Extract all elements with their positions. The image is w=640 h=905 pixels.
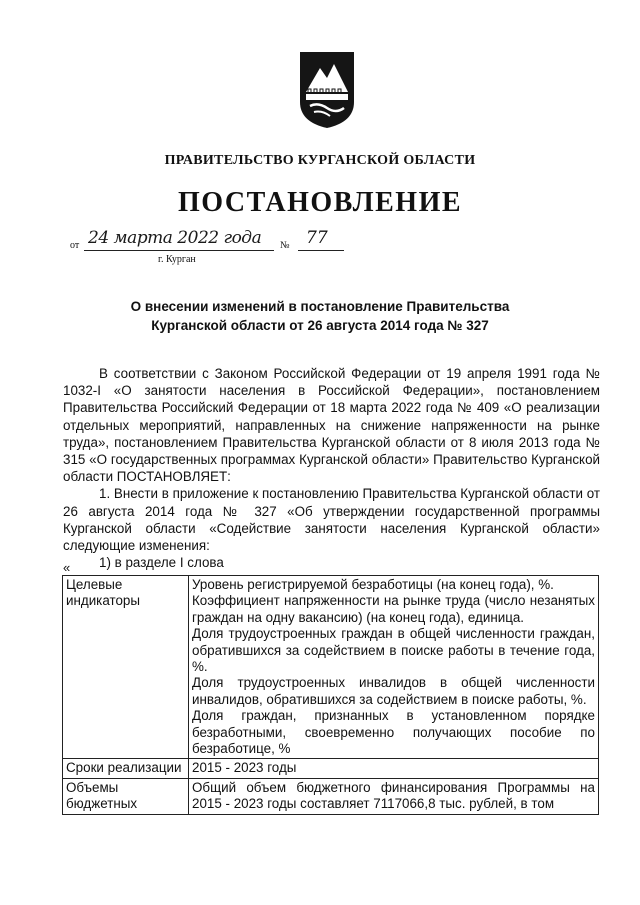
subject-line-1: О внесении изменений в постановление Правительства — [130, 299, 510, 314]
indicator-text: Доля трудоустроенных инвалидов в общей численности инвалидов, обратившихся за содействием в поиске работы, %. — [192, 675, 595, 707]
row-value — [189, 778, 599, 814]
funding-text: Общий объем бюджетного финансирования Программы на 2015 - 2023 годы составляет 7117066,8 тыс. рублей, в том — [192, 779, 595, 812]
city-label: г. Курган — [158, 254, 196, 265]
table-row — [63, 759, 599, 778]
document-body — [63, 365, 600, 571]
government-name: ПРАВИТЕЛЬСТВО КУРГАНСКОЙ ОБЛАСТИ — [164, 153, 476, 168]
indicator-text: Доля граждан, признанных в установленном порядке безработными, своевременно получающих пособие по безработице, % — [192, 708, 595, 757]
indicator-text: Доля трудоустроенных граждан в общей численности граждан, обратившихся за содействием в поиске работы в течение года, %. — [192, 626, 595, 675]
handwritten-date: 24 марта 2022 года — [88, 228, 262, 248]
row-value — [189, 576, 599, 759]
row-label: Объемы бюджетных — [63, 778, 189, 814]
date-prefix: от — [70, 240, 80, 251]
number-prefix: № — [280, 240, 290, 251]
number-underline — [298, 250, 344, 251]
table-row — [63, 778, 599, 814]
document-subject — [0, 297, 640, 335]
page-bottom-edge — [0, 866, 640, 905]
body-paragraph-item-1: 1. Внести в приложение к постановлению Правительства Курганской области от 26 августа 2014 года № 327 «Об утверждении государственной программы Курганской области «Содействие занятости населения Курганской области» следующие изменения: — [63, 486, 600, 554]
table-row — [63, 576, 599, 759]
document-type-title: ПОСТАНОВЛЕНИЕ — [177, 187, 463, 218]
handwritten-number: 77 — [306, 228, 328, 248]
body-paragraph-subitem: 1) в разделе I слова — [99, 555, 224, 571]
opening-quote-mark: « — [63, 560, 71, 575]
program-passport-table — [62, 575, 599, 815]
date-number-row — [70, 228, 370, 268]
indicator-text: Коэффициент напряженности на рынке труда (число незанятых граждан на одну вакансию) (на конец года), единица. — [192, 593, 595, 625]
body-paragraph-preamble: В соответствии с Законом Российской Федерации от 19 апреля 1991 года № 1032-I «О занятости населения в Российской Федерации», постановлением Правительства Российский Федерации от 18 марта 2022 года № 409 «О реализации отдельных мероприятий, направленных на снижение напряженности на рынке труда», постановлением Правительства Курганской области от 8 июля 2013 года № 315 «О государственных программах Курганской области» Правительство Курганской области ПОСТАНОВЛЯЕТ: — [63, 366, 600, 485]
subject-line-2: Курганской области от 26 августа 2014 года № 327 — [151, 318, 489, 333]
row-label: Сроки реализации — [63, 759, 189, 778]
row-label: Целевые индикаторы — [63, 576, 189, 759]
period-text: 2015 - 2023 годы — [192, 760, 297, 776]
date-underline — [84, 250, 274, 251]
coat-of-arms-emblem — [298, 50, 356, 130]
indicator-text: Уровень регистрируемой безработицы (на конец года), %. — [192, 577, 554, 592]
row-value — [189, 759, 599, 778]
